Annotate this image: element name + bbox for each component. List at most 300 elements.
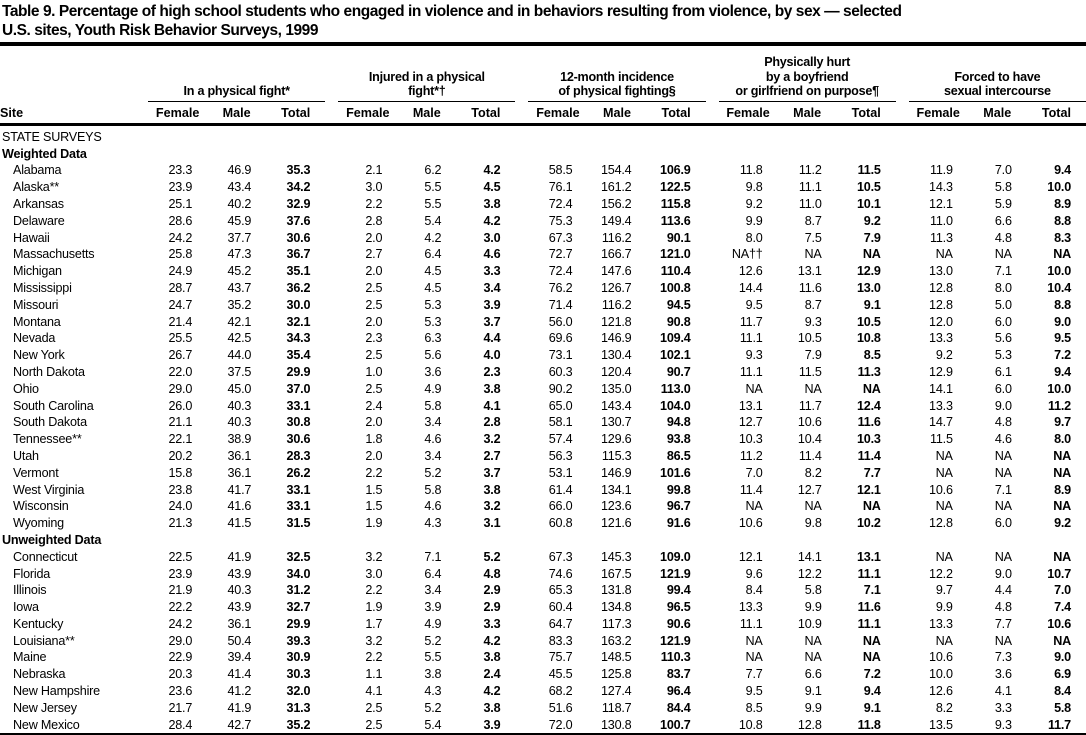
spacer <box>325 213 338 230</box>
spacer <box>896 683 909 700</box>
value-cell: 5.2 <box>483 549 501 564</box>
value-cell: 11.6 <box>857 415 881 430</box>
value-cell: 13.3 <box>929 331 953 346</box>
table-row <box>0 666 1086 683</box>
spacer <box>896 566 909 583</box>
value-cell: 9.3 <box>994 717 1012 732</box>
value-cell: 61.4 <box>548 482 573 497</box>
value-cell: 86.5 <box>666 448 691 463</box>
spacer <box>135 515 148 532</box>
value-cell: 29.9 <box>286 364 311 379</box>
value-cell: 30.9 <box>286 650 311 665</box>
value-cell: 3.4 <box>483 280 501 295</box>
value-cell: 11.1 <box>739 331 763 346</box>
value-cell: 47.3 <box>227 247 252 262</box>
value-cell: 46.9 <box>227 163 252 178</box>
value-cell: 9.9 <box>935 600 953 615</box>
spacer <box>706 414 719 431</box>
spacer <box>706 246 719 263</box>
value-cell: 50.4 <box>227 633 252 648</box>
spacer <box>706 482 719 499</box>
value-cell: 10.3 <box>856 432 881 447</box>
value-cell: 2.7 <box>483 448 501 463</box>
spacer <box>706 549 719 566</box>
table-row <box>0 633 1086 650</box>
column-group-label: Forced to have <box>954 69 1041 84</box>
value-cell: 5.8 <box>1054 700 1071 715</box>
value-cell: 4.3 <box>424 684 442 699</box>
value-cell: 4.8 <box>994 230 1012 245</box>
value-cell: 7.7 <box>994 616 1012 631</box>
column-group-label: In a physical fight* <box>183 84 290 99</box>
value-cell: 11.3 <box>929 230 953 245</box>
male-column-header: Male <box>207 101 266 124</box>
value-cell: 37.0 <box>286 381 311 396</box>
spacer <box>325 330 338 347</box>
value-cell: 1.1 <box>365 667 383 682</box>
site-cell: Missouri <box>13 297 59 312</box>
value-cell: 10.3 <box>738 432 763 447</box>
value-cell: 10.6 <box>797 415 822 430</box>
table-row <box>0 566 1086 583</box>
value-cell: 22.2 <box>168 600 193 615</box>
value-cell: 146.9 <box>600 331 632 346</box>
value-cell: NA <box>804 381 822 396</box>
spacer <box>515 465 528 482</box>
value-cell: 2.5 <box>365 297 383 312</box>
value-cell: 2.4 <box>365 398 383 413</box>
value-cell: 6.3 <box>424 331 442 346</box>
value-cell: 9.5 <box>745 684 763 699</box>
value-cell: 3.7 <box>483 314 501 329</box>
value-cell: 113.0 <box>660 381 691 396</box>
spacer <box>896 717 909 734</box>
value-cell: 4.1 <box>365 684 383 699</box>
value-cell: 6.9 <box>1054 667 1071 682</box>
value-cell: 33.1 <box>286 398 311 413</box>
column-group-label: sexual intercourse <box>943 84 1051 99</box>
value-cell: 5.9 <box>994 196 1012 211</box>
site-cell: Florida <box>13 566 51 581</box>
value-cell: 3.1 <box>483 516 501 531</box>
value-cell: 29.9 <box>286 616 311 631</box>
value-cell: 34.0 <box>286 566 311 581</box>
value-cell: 11.1 <box>739 364 763 379</box>
value-cell: 32.5 <box>286 549 311 564</box>
total-column-header: Total <box>1027 101 1086 124</box>
table-header <box>0 47 1086 124</box>
value-cell: 45.5 <box>548 667 573 682</box>
spacer <box>706 47 719 101</box>
value-cell: 45.0 <box>227 381 252 396</box>
spacer <box>325 649 338 666</box>
value-cell: 14.1 <box>797 549 822 564</box>
value-cell: 4.6 <box>424 432 442 447</box>
value-cell: 35.3 <box>286 163 311 178</box>
value-cell: 7.1 <box>424 549 442 564</box>
spacer <box>325 314 338 331</box>
value-cell: 32.9 <box>286 196 311 211</box>
title-rule <box>0 42 1086 46</box>
value-cell: 10.2 <box>856 516 881 531</box>
value-cell: 166.7 <box>600 247 632 262</box>
value-cell: 1.5 <box>365 482 383 497</box>
value-cell: 9.7 <box>1054 415 1071 430</box>
value-cell: 8.5 <box>863 348 881 363</box>
spacer <box>706 431 719 448</box>
value-cell: 13.1 <box>797 264 822 279</box>
spacer <box>325 482 338 499</box>
value-cell: 8.9 <box>1054 482 1071 497</box>
value-cell: 12.2 <box>797 566 822 581</box>
value-cell: 14.3 <box>929 180 953 195</box>
value-cell: 4.8 <box>994 600 1012 615</box>
value-cell: 36.1 <box>227 465 252 480</box>
value-cell: 4.8 <box>994 415 1012 430</box>
value-cell: 42.5 <box>227 331 252 346</box>
spacer <box>515 431 528 448</box>
spacer <box>706 364 719 381</box>
value-cell: 90.1 <box>666 230 691 245</box>
value-cell: 4.8 <box>483 566 501 581</box>
spacer <box>135 162 148 179</box>
spacer <box>896 616 909 633</box>
spacer <box>135 717 148 734</box>
value-cell: 109.4 <box>660 331 691 346</box>
value-cell: 35.4 <box>286 348 311 363</box>
spacer <box>706 498 719 515</box>
column-group-injured-fight <box>338 47 515 101</box>
value-cell: 21.3 <box>168 516 193 531</box>
value-cell: 12.9 <box>929 364 953 379</box>
spacer <box>135 482 148 499</box>
site-cell: New Hampshire <box>13 684 100 699</box>
spacer <box>706 263 719 280</box>
spacer <box>896 448 909 465</box>
value-cell: NA <box>862 247 881 262</box>
value-cell: 2.2 <box>365 583 383 598</box>
value-cell: 41.9 <box>227 700 252 715</box>
value-cell: 3.8 <box>483 196 501 211</box>
site-cell: New Jersey <box>13 700 77 715</box>
male-column-header: Male <box>778 101 837 124</box>
spacer <box>896 162 909 179</box>
spacer <box>515 649 528 666</box>
spacer <box>515 101 528 124</box>
value-cell: 8.5 <box>745 700 763 715</box>
value-cell: 11.2 <box>739 448 763 463</box>
value-cell: 2.5 <box>365 280 383 295</box>
value-cell: 67.3 <box>548 549 573 564</box>
spacer <box>706 599 719 616</box>
value-cell: 53.1 <box>548 465 573 480</box>
spacer <box>135 683 148 700</box>
value-cell: 109.0 <box>660 549 691 564</box>
value-cell: 4.5 <box>424 280 442 295</box>
value-cell: NA <box>1053 448 1071 463</box>
site-cell: Michigan <box>13 264 62 279</box>
value-cell: 5.4 <box>424 213 442 228</box>
spacer <box>896 101 909 124</box>
value-cell: 28.6 <box>168 213 193 228</box>
value-cell: 3.6 <box>424 364 442 379</box>
value-cell: 22.9 <box>168 650 193 665</box>
section-header-label: STATE SURVEYS <box>2 129 102 144</box>
site-cell: Vermont <box>13 465 59 480</box>
value-cell: 96.4 <box>666 684 691 699</box>
table-row <box>0 162 1086 179</box>
spacer <box>135 498 148 515</box>
table-row <box>0 717 1086 734</box>
value-cell: 135.0 <box>600 381 632 396</box>
value-cell: 42.7 <box>227 717 252 732</box>
spacer <box>325 47 338 101</box>
value-cell: 13.3 <box>738 600 763 615</box>
value-cell: NA <box>745 499 763 514</box>
value-cell: 4.5 <box>483 180 501 195</box>
spacer <box>515 213 528 230</box>
value-cell: 11.4 <box>798 448 822 463</box>
value-cell: 12.1 <box>856 482 881 497</box>
female-column-header: Female <box>909 101 968 124</box>
value-cell: 96.5 <box>666 600 691 615</box>
value-cell: 30.6 <box>286 432 311 447</box>
spacer <box>706 683 719 700</box>
value-cell: 34.2 <box>286 180 311 195</box>
value-cell: 1.8 <box>365 432 383 447</box>
value-cell: 23.9 <box>168 566 193 581</box>
value-cell: 2.8 <box>365 213 383 228</box>
value-cell: 43.9 <box>227 566 252 581</box>
value-cell: 5.8 <box>994 180 1012 195</box>
spacer <box>706 700 719 717</box>
value-cell: 45.9 <box>227 213 252 228</box>
value-cell: 11.4 <box>739 482 763 497</box>
value-cell: 11.7 <box>1047 717 1071 732</box>
spacer <box>135 263 148 280</box>
spacer <box>515 364 528 381</box>
value-cell: 154.4 <box>600 163 632 178</box>
value-cell: 2.0 <box>365 415 383 430</box>
value-cell: 40.3 <box>227 398 252 413</box>
table-row <box>0 700 1086 717</box>
value-cell: 44.0 <box>227 348 252 363</box>
value-cell: 10.8 <box>856 331 881 346</box>
value-cell: 10.4 <box>1047 280 1071 295</box>
table-row <box>0 196 1086 213</box>
spacer <box>896 213 909 230</box>
value-cell: 167.5 <box>600 566 632 581</box>
value-cell: 3.0 <box>365 566 383 581</box>
value-cell: 4.6 <box>994 432 1012 447</box>
value-cell: 106.9 <box>660 163 691 178</box>
value-cell: 130.4 <box>600 348 632 363</box>
value-cell: 14.1 <box>929 381 953 396</box>
value-cell: 10.0 <box>929 667 953 682</box>
spacer <box>706 566 719 583</box>
value-cell: 6.6 <box>804 667 822 682</box>
spacer <box>706 162 719 179</box>
spacer <box>515 230 528 247</box>
value-cell: 2.3 <box>365 331 383 346</box>
value-cell: 30.8 <box>286 415 311 430</box>
value-cell: 7.0 <box>994 163 1012 178</box>
value-cell: 3.0 <box>365 180 383 195</box>
value-cell: 4.0 <box>483 348 501 363</box>
value-cell: 26.7 <box>168 348 193 363</box>
spacer <box>515 314 528 331</box>
value-cell: 134.8 <box>600 600 632 615</box>
site-column-spacer <box>0 47 135 101</box>
spacer <box>135 246 148 263</box>
value-cell: 4.9 <box>424 616 442 631</box>
value-cell: 23.6 <box>168 684 193 699</box>
spacer <box>896 314 909 331</box>
value-cell: 3.4 <box>424 448 442 463</box>
spacer <box>135 347 148 364</box>
value-cell: 2.9 <box>483 600 501 615</box>
value-cell: 5.3 <box>424 297 442 312</box>
value-cell: 23.9 <box>168 180 193 195</box>
spacer <box>135 616 148 633</box>
spacer <box>135 700 148 717</box>
value-cell: 143.4 <box>600 398 632 413</box>
value-cell: 4.4 <box>994 583 1012 598</box>
value-cell: 24.2 <box>168 230 193 245</box>
value-cell: 8.2 <box>935 700 953 715</box>
value-cell: 11.3 <box>857 364 881 379</box>
spacer <box>706 649 719 666</box>
value-cell: 110.4 <box>660 264 691 279</box>
value-cell: 2.0 <box>365 230 383 245</box>
value-cell: 117.3 <box>601 616 632 631</box>
spacer <box>896 47 909 101</box>
value-cell: 96.7 <box>666 499 691 514</box>
value-cell: 1.7 <box>365 616 383 631</box>
total-column-header: Total <box>266 101 325 124</box>
spacer <box>896 666 909 683</box>
value-cell: 14.7 <box>929 415 953 430</box>
column-group-label: fight*† <box>408 84 446 99</box>
spacer <box>325 666 338 683</box>
value-cell: 90.8 <box>666 314 691 329</box>
value-cell: 6.4 <box>424 247 442 262</box>
value-cell: NA <box>935 465 953 480</box>
value-cell: 11.4 <box>857 448 881 463</box>
value-cell: 10.6 <box>1047 616 1071 631</box>
value-cell: 24.0 <box>168 499 193 514</box>
value-cell: 60.4 <box>548 600 573 615</box>
value-cell: 2.0 <box>365 264 383 279</box>
value-cell: 12.8 <box>929 516 953 531</box>
value-cell: 7.0 <box>745 465 763 480</box>
value-cell: 3.8 <box>424 667 442 682</box>
value-cell: 75.3 <box>548 213 573 228</box>
value-cell: NA <box>745 650 763 665</box>
male-column-header: Male <box>968 101 1027 124</box>
spacer <box>515 700 528 717</box>
value-cell: 10.9 <box>797 616 822 631</box>
site-cell: Mississippi <box>13 280 72 295</box>
value-cell: 12.7 <box>797 482 822 497</box>
value-cell: 11.7 <box>739 314 763 329</box>
value-cell: NA <box>745 633 763 648</box>
spacer <box>325 246 338 263</box>
value-cell: 2.2 <box>365 465 383 480</box>
value-cell: 65.3 <box>548 583 573 598</box>
site-cell: Connecticut <box>13 549 78 564</box>
value-cell: 8.7 <box>804 297 822 312</box>
table-row <box>0 179 1086 196</box>
spacer <box>706 633 719 650</box>
yrbs-table <box>0 47 1086 733</box>
value-cell: 21.1 <box>168 415 193 430</box>
value-cell: 41.5 <box>227 516 252 531</box>
value-cell: 2.5 <box>365 717 383 732</box>
site-cell: Louisiana** <box>13 633 75 648</box>
spacer <box>135 633 148 650</box>
value-cell: 45.2 <box>227 264 252 279</box>
value-cell: 4.2 <box>483 633 501 648</box>
value-cell: 3.9 <box>424 600 442 615</box>
table-row <box>0 314 1086 331</box>
value-cell: 23.8 <box>168 482 193 497</box>
spacer <box>706 666 719 683</box>
value-cell: 11.1 <box>857 566 881 581</box>
value-cell: 134.1 <box>600 482 632 497</box>
value-cell: 2.9 <box>483 583 501 598</box>
value-cell: 12.6 <box>929 684 953 699</box>
value-cell: 8.9 <box>1054 196 1071 211</box>
value-cell: NA <box>1053 247 1071 262</box>
value-cell: NA <box>1053 633 1071 648</box>
female-column-header: Female <box>528 101 587 124</box>
spacer <box>135 582 148 599</box>
value-cell: 9.0 <box>994 398 1012 413</box>
value-cell: 4.1 <box>483 398 501 413</box>
value-cell: 36.7 <box>286 247 311 262</box>
value-cell: 41.9 <box>227 549 252 564</box>
spacer <box>515 330 528 347</box>
subheader-row <box>0 101 1086 124</box>
value-cell: 12.6 <box>738 264 763 279</box>
spacer <box>325 101 338 124</box>
value-cell: 3.3 <box>994 700 1012 715</box>
male-column-header: Male <box>587 101 646 124</box>
site-cell: Alabama <box>13 163 62 178</box>
value-cell: 115.3 <box>601 448 632 463</box>
value-cell: 146.9 <box>600 465 632 480</box>
value-cell: 5.8 <box>424 398 442 413</box>
value-cell: 121.8 <box>600 314 632 329</box>
value-cell: 66.0 <box>548 499 573 514</box>
value-cell: NA <box>935 448 953 463</box>
value-cell: 7.0 <box>1054 583 1071 598</box>
value-cell: 10.6 <box>738 516 763 531</box>
value-cell: 12.0 <box>929 314 953 329</box>
spacer <box>706 101 719 124</box>
value-cell: 130.8 <box>600 717 632 732</box>
value-cell: 3.8 <box>483 482 501 497</box>
column-group-label: by a boyfriend <box>765 69 849 84</box>
value-cell: 56.3 <box>548 448 573 463</box>
table-row <box>0 246 1086 263</box>
total-column-header: Total <box>646 101 705 124</box>
value-cell: 9.8 <box>804 516 822 531</box>
spacer <box>135 566 148 583</box>
value-cell: 6.0 <box>994 516 1012 531</box>
value-cell: 1.9 <box>365 516 383 531</box>
